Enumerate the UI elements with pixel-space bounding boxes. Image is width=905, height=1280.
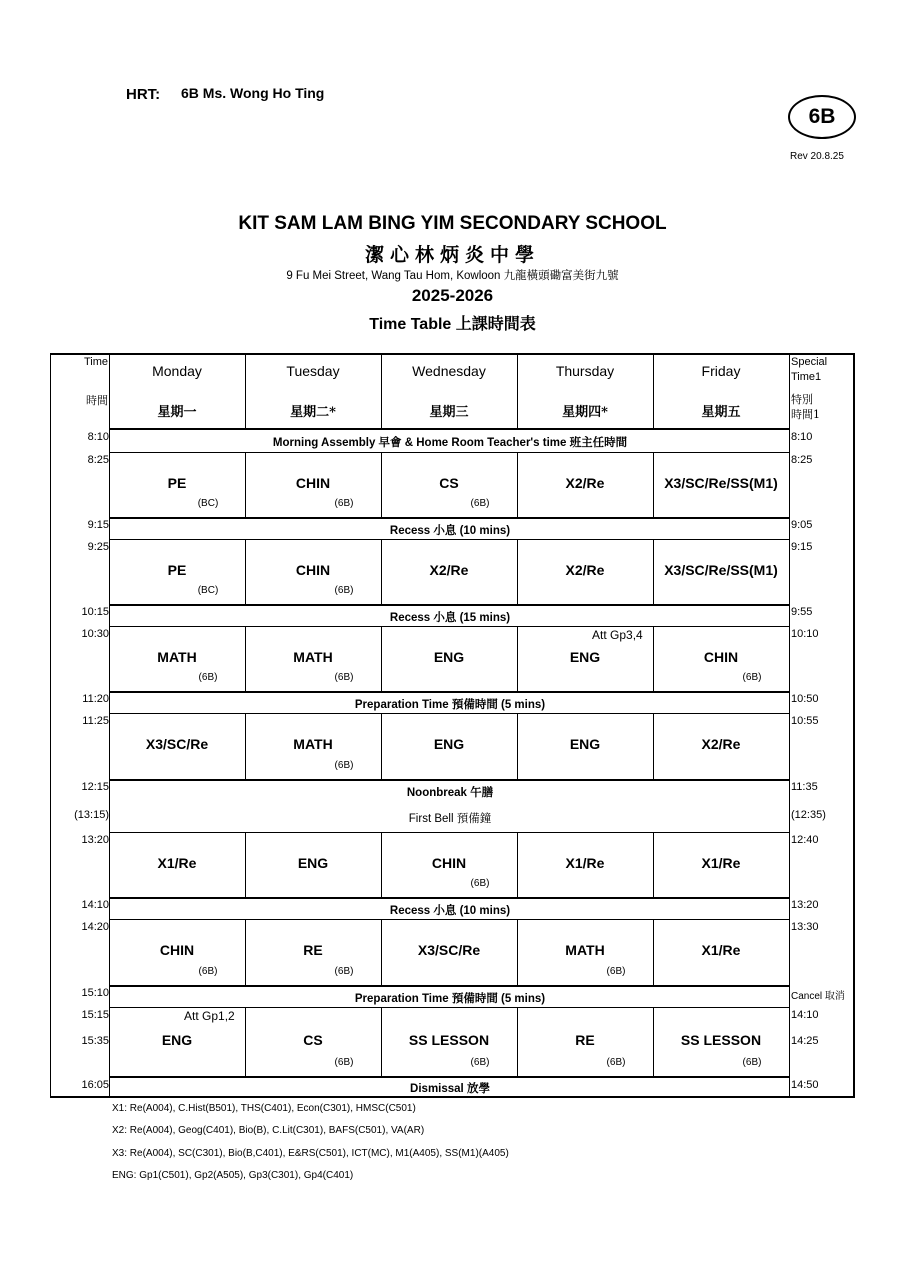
header-col-divider xyxy=(245,353,246,429)
time-label-special: (12:35) xyxy=(791,809,826,821)
period-7-friday-subject: SS LESSON xyxy=(680,1031,762,1048)
day-header-wednesday: Wednesday xyxy=(412,363,486,379)
row-divider xyxy=(109,626,789,627)
period-6-monday-subject: CHIN xyxy=(159,942,195,958)
period-7-monday-subject: ENG xyxy=(161,1031,193,1048)
time-label-left: 8:25 xyxy=(87,454,109,466)
period-5-monday-subject: X1/Re xyxy=(157,854,197,871)
revision-label: Rev 20.8.25 xyxy=(790,151,844,162)
time-label-special: 9:05 xyxy=(791,519,813,531)
period-7-tuesday-subject: CS xyxy=(303,1031,323,1048)
period-1-monday-subject: PE xyxy=(167,474,187,491)
time-label-special: 10:10 xyxy=(791,628,819,640)
day-header-monday-zh: 星期一 xyxy=(157,405,197,420)
header-divider xyxy=(109,428,789,430)
time-label-left: (13:15) xyxy=(74,809,109,821)
period-5-wednesday-subject: CHIN xyxy=(431,854,467,871)
period-3-thursday-subject: ENG xyxy=(569,648,601,665)
period-3-tuesday-room: (6B) xyxy=(334,672,354,683)
period-7-monday-note: Att Gp1,2 xyxy=(184,1009,235,1023)
legend-x3: X3: Re(A004), SC(C301), Bio(B,C401), E&RS(C501), ICT(MC), M1(A405), SS(M1)(A405) xyxy=(112,1148,509,1159)
period-6-thursday-room: (6B) xyxy=(606,966,626,977)
band-dismissal: Dismissal 放學 xyxy=(410,1083,490,1095)
period-3-wednesday-subject: ENG xyxy=(433,648,465,665)
legend-x1: X1: Re(A004), C.Hist(B501), THS(C401), Econ(C301), HMSC(C501) xyxy=(112,1103,416,1114)
header-col-divider xyxy=(381,353,382,429)
time-label-left: 9:15 xyxy=(87,519,109,531)
time-label-special: 8:10 xyxy=(791,431,813,443)
row-divider xyxy=(109,985,789,987)
band-preparation-1: Preparation Time 預備時間 (5 mins) xyxy=(354,699,546,711)
day-header-thursday-zh: 星期四* xyxy=(562,405,608,420)
period-1-tuesday-subject: CHIN xyxy=(295,474,331,491)
period-3-monday-subject: MATH xyxy=(157,648,197,665)
period-7-thursday-subject: RE xyxy=(575,1031,595,1048)
period-2-monday-room: (BC) xyxy=(197,585,219,596)
period-2-thursday-subject: X2/Re xyxy=(565,561,605,578)
period-7-tuesday-room: (6B) xyxy=(334,1057,354,1068)
row-divider xyxy=(109,604,789,606)
school-address: 9 Fu Mei Street, Wang Tau Hom, Kowloon 九龍橫頭磡富美街九號 xyxy=(286,270,619,282)
time-label-special: 9:15 xyxy=(791,541,813,553)
day-header-wednesday-zh: 星期三 xyxy=(429,405,469,420)
period-2-tuesday-room: (6B) xyxy=(334,585,354,596)
time-label-left: 11:25 xyxy=(82,715,109,727)
time-label-special: 12:40 xyxy=(791,834,819,846)
academic-year: 2025-2026 xyxy=(411,286,494,305)
time-label-special: 13:30 xyxy=(791,921,819,933)
time-header-en: Time xyxy=(83,356,108,368)
class-badge: 6B xyxy=(788,95,856,139)
period-6-tuesday-subject: RE xyxy=(303,942,323,958)
period-3-tuesday-subject: MATH xyxy=(293,648,333,665)
period-6-tuesday-room: (6B) xyxy=(334,966,354,977)
period-6-thursday-subject: MATH xyxy=(565,942,605,958)
period-4-thursday-subject: ENG xyxy=(569,736,601,752)
period-4-monday-subject: X3/SC/Re xyxy=(145,736,209,752)
row-divider xyxy=(109,1076,789,1078)
day-header-friday: Friday xyxy=(701,363,741,379)
band-recess-3: Recess 小息 (10 mins) xyxy=(389,905,511,917)
row-divider xyxy=(109,832,789,833)
period-7-wednesday-subject: SS LESSON xyxy=(408,1031,490,1048)
period-3-friday-subject: CHIN xyxy=(703,648,739,665)
time-label-left: 15:15 xyxy=(81,1009,109,1021)
time-label-left: 10:30 xyxy=(81,628,109,640)
period-5-friday-subject: X1/Re xyxy=(701,854,741,871)
special-header-en2: Time1 xyxy=(791,371,822,383)
period-2-tuesday-subject: CHIN xyxy=(295,561,331,578)
special-header-zh1: 特別 xyxy=(791,393,813,406)
row-divider xyxy=(109,1007,789,1008)
legend-x2: X2: Re(A004), Geog(C401), Bio(B), C.Lit(C301), BAFS(C501), VA(AR) xyxy=(112,1125,425,1136)
hrt-label: HRT: xyxy=(126,86,161,103)
band-noonbreak: Noonbreak 午膳 xyxy=(406,787,494,799)
period-1-wednesday-subject: CS xyxy=(439,474,459,491)
time-label-left: 13:20 xyxy=(81,834,109,846)
time-label-left: 9:25 xyxy=(87,541,109,553)
day-header-monday: Monday xyxy=(152,363,202,379)
timetable-grid xyxy=(50,353,855,1098)
header-col-divider xyxy=(517,353,518,429)
period-6-monday-room: (6B) xyxy=(198,966,218,977)
period-2-monday-subject: PE xyxy=(167,561,187,578)
time-label-special: 8:25 xyxy=(791,454,813,466)
time-label-special: 10:55 xyxy=(791,715,819,727)
band-morning-assembly: Morning Assembly 早會 & Home Room Teacher's time 班主任時間 xyxy=(272,437,628,449)
period-7-wednesday-room: (6B) xyxy=(470,1057,490,1068)
row-divider xyxy=(109,517,789,519)
row-divider xyxy=(109,919,789,920)
time-label-special: 14:50 xyxy=(791,1079,819,1091)
time-label-special: 13:20 xyxy=(791,899,819,911)
time-label-left: 14:10 xyxy=(81,899,109,911)
time-label-left: 8:10 xyxy=(87,431,109,443)
time-label-left: 16:05 xyxy=(81,1079,109,1091)
time-label-left: 15:35 xyxy=(81,1035,109,1047)
band-recess-1: Recess 小息 (10 mins) xyxy=(389,525,511,537)
row-divider xyxy=(109,897,789,899)
time-label-special: Cancel 取消 xyxy=(791,991,845,1002)
period-4-friday-subject: X2/Re xyxy=(701,736,741,752)
school-name-zh: 潔心林炳炎中學 xyxy=(364,244,540,266)
grid-border-bottom xyxy=(50,1096,855,1098)
time-label-special: 14:25 xyxy=(791,1035,819,1047)
period-7-thursday-room: (6B) xyxy=(606,1057,626,1068)
band-preparation-2: Preparation Time 預備時間 (5 mins) xyxy=(354,993,546,1005)
day-header-thursday: Thursday xyxy=(555,363,615,379)
legend-eng: ENG: Gp1(C501), Gp2(A505), Gp3(C301), Gp4(C401) xyxy=(112,1170,354,1181)
period-1-wednesday-room: (6B) xyxy=(470,498,490,509)
time-label-left: 11:20 xyxy=(82,693,109,705)
row-divider xyxy=(109,452,789,453)
day-header-tuesday: Tuesday xyxy=(286,363,340,379)
special-column-divider xyxy=(789,353,790,1098)
header-col-divider xyxy=(653,353,654,429)
period-3-thursday-note: Att Gp3,4 xyxy=(592,628,643,642)
time-label-left: 15:10 xyxy=(81,987,109,999)
period-1-thursday-subject: X2/Re xyxy=(565,474,605,491)
period-4-tuesday-room: (6B) xyxy=(334,760,354,771)
grid-border-top xyxy=(50,353,855,355)
row-divider xyxy=(109,779,789,781)
school-name-en: KIT SAM LAM BING YIM SECONDARY SCHOOL xyxy=(238,213,667,234)
period-6-wednesday-subject: X3/SC/Re xyxy=(417,942,481,958)
hrt-teacher: 6B Ms. Wong Ho Ting xyxy=(181,85,325,101)
row-divider xyxy=(109,691,789,693)
day-header-tuesday-zh: 星期二* xyxy=(290,405,336,420)
time-label-special: 9:55 xyxy=(791,606,813,618)
time-header-zh: 時間 xyxy=(86,394,108,407)
row-divider xyxy=(109,539,789,540)
time-label-special: 10:50 xyxy=(791,693,819,705)
period-5-wednesday-room: (6B) xyxy=(470,878,490,889)
period-1-tuesday-room: (6B) xyxy=(334,498,354,509)
day-header-friday-zh: 星期五 xyxy=(701,405,741,420)
period-4-wednesday-subject: ENG xyxy=(433,736,465,752)
special-header-en1: Special xyxy=(791,356,828,368)
period-5-thursday-subject: X1/Re xyxy=(565,854,605,871)
band-recess-2: Recess 小息 (15 mins) xyxy=(389,612,511,624)
time-label-left: 10:15 xyxy=(81,606,109,618)
period-3-friday-room: (6B) xyxy=(742,672,762,683)
period-6-friday-subject: X1/Re xyxy=(701,942,741,958)
period-1-friday-subject: X3/SC/Re/SS(M1) xyxy=(664,474,778,491)
period-3-monday-room: (6B) xyxy=(198,672,218,683)
band-first-bell: First Bell 預備鐘 xyxy=(408,813,492,825)
period-1-monday-room: (BC) xyxy=(197,498,219,509)
timetable-title: Time Table 上課時間表 xyxy=(369,316,536,333)
period-2-friday-subject: X3/SC/Re/SS(M1) xyxy=(664,561,778,578)
row-divider xyxy=(109,713,789,714)
time-label-special: 11:35 xyxy=(791,781,818,793)
time-label-left: 12:15 xyxy=(81,781,109,793)
period-7-friday-room: (6B) xyxy=(742,1057,762,1068)
period-5-tuesday-subject: ENG xyxy=(297,854,329,871)
time-label-special: 14:10 xyxy=(791,1009,819,1021)
time-label-left: 14:20 xyxy=(81,921,109,933)
period-4-tuesday-subject: MATH xyxy=(293,736,333,752)
period-2-wednesday-subject: X2/Re xyxy=(429,561,469,578)
special-header-zh2: 時間1 xyxy=(791,408,820,421)
